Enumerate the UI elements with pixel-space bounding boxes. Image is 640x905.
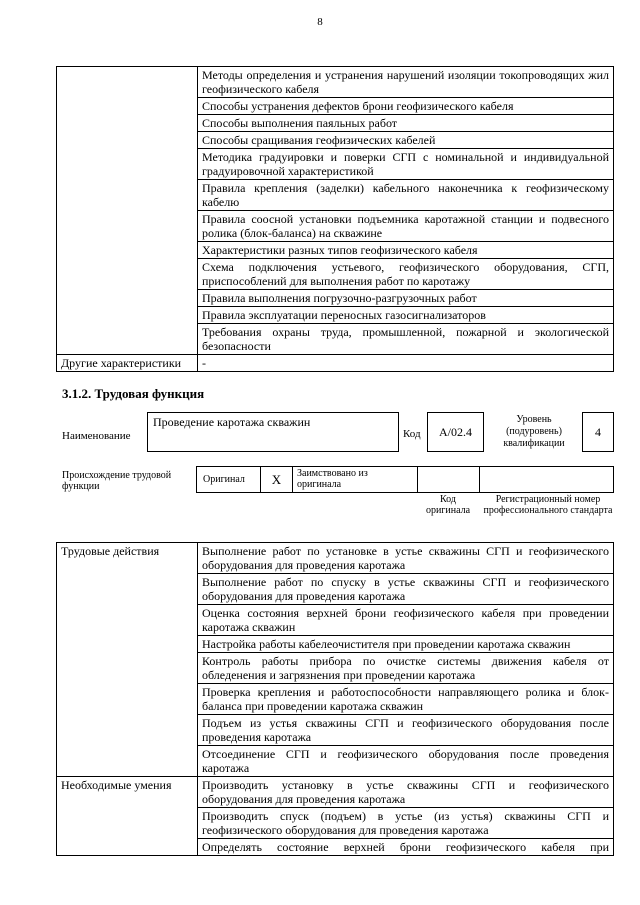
skill-item: Производить спуск (подъем) в устье (из устья) скважины СГП и геофизического оборудования для проведения каротажа: [198, 808, 614, 839]
knowledge-item: Методы определения и устранения нарушений изоляции токопроводящих жил геофизического кабеля: [198, 67, 614, 98]
other-characteristics-label: Другие характеристики: [57, 355, 198, 372]
action-item: Подъем из устья скважины СГП и геофизического оборудования после проведения каротажа: [198, 715, 614, 746]
code-value-box: [427, 412, 484, 452]
knowledge-item: Схема подключения устьевого, геофизического оборудования, СГП, приспособлений для выполнения работ по каротажу: [198, 259, 614, 290]
name-label: Наименование: [62, 430, 131, 442]
reg-number-label: Регистрационный номер профессионального стандарта: [483, 494, 613, 516]
action-item: Оценка состояния верхней брони геофизического кабеля при проведении каротажа скважин: [198, 605, 614, 636]
page-number: 8: [317, 16, 323, 28]
table-row: [57, 777, 614, 808]
qualification-level-label: Уровень (подуровень) квалификации: [503, 414, 565, 449]
knowledge-item: Способы устранения дефектов брони геофизического кабеля: [198, 98, 614, 115]
knowledge-item: Способы выполнения паяльных работ: [198, 115, 614, 132]
section-title: 3.1.2. Трудовая функция: [62, 386, 205, 401]
action-item: Проверка крепления и работоспособности направляющего ролика и блок-баланса при проведении каротажа скважин: [198, 684, 614, 715]
code-original-label: Код оригинала: [425, 494, 471, 516]
knowledge-item: Методика градуировки и поверки СГП с номинальной и индивидуальной градуировочной характеристикой: [198, 149, 614, 180]
code-value: А/02.4: [439, 425, 472, 439]
knowledge-item: Требования охраны труда, промышленной, пожарной и экологической безопасности: [198, 324, 614, 355]
table-row: [57, 355, 614, 372]
action-item: Настройка работы кабелеочистителя при проведении каротажа скважин: [198, 636, 614, 653]
reg-number-cell: [480, 467, 613, 492]
labor-function-table: [56, 542, 614, 856]
actions-label-cell: Трудовые действия: [57, 543, 198, 777]
table-row: [57, 543, 614, 574]
knowledge-label-cell: [57, 67, 198, 355]
origin-label: Происхождение трудовой функции: [62, 470, 172, 492]
action-item: Контроль работы прибора по очистке системы движения кабеля от обледенения и загрязнения при проведении каротажа: [198, 653, 614, 684]
knowledge-item: Правила выполнения погрузочно-разгрузочных работ: [198, 290, 614, 307]
knowledge-item: Способы сращивания геофизических кабелей: [198, 132, 614, 149]
other-characteristics-value: -: [198, 355, 614, 372]
skills-label-cell: Необходимые умения: [57, 777, 198, 856]
original-mark: X: [271, 472, 282, 487]
action-item: Выполнение работ по спуску в устье скважины СГП и геофизического оборудования для проведения каротажа: [198, 574, 614, 605]
original-cell: [197, 467, 261, 492]
knowledge-item: Правила соосной установки подъемника каротажной станции и подвесного ролика (блок-баланса) на скважине: [198, 211, 614, 242]
skill-item: Определять состояние верхней брони геофизического кабеля при: [198, 839, 614, 856]
action-item: Выполнение работ по установке в устье скважины СГП и геофизического оборудования для проведения каротажа: [198, 543, 614, 574]
action-item: Отсоединение СГП и геофизического оборудования после проведения каротажа: [198, 746, 614, 777]
knowledge-table: [56, 66, 614, 372]
origin-row: [196, 466, 614, 493]
original-mark-cell: [261, 467, 293, 492]
knowledge-item: Правила крепления (заделки) кабельного наконечника к геофизическому кабелю: [198, 180, 614, 211]
knowledge-item: Характеристики разных типов геофизического кабеля: [198, 242, 614, 259]
borrowed-cell: [293, 467, 418, 492]
qualification-level-box: [582, 412, 614, 452]
skill-item: Производить установку в устье скважины СГП и геофизического оборудования для проведения каротажа: [198, 777, 614, 808]
name-value-box: [147, 412, 399, 452]
code-original-cell: [418, 467, 480, 492]
table-row: [57, 67, 614, 98]
code-label: Код: [403, 428, 421, 440]
original-label: Оригинал: [203, 474, 245, 485]
knowledge-item: Правила эксплуатации переносных газосигнализаторов: [198, 307, 614, 324]
borrowed-label: Заимствовано из оригинала: [297, 468, 368, 490]
qualification-level-value: 4: [595, 425, 601, 439]
name-value: Проведение каротажа скважин: [153, 415, 311, 429]
